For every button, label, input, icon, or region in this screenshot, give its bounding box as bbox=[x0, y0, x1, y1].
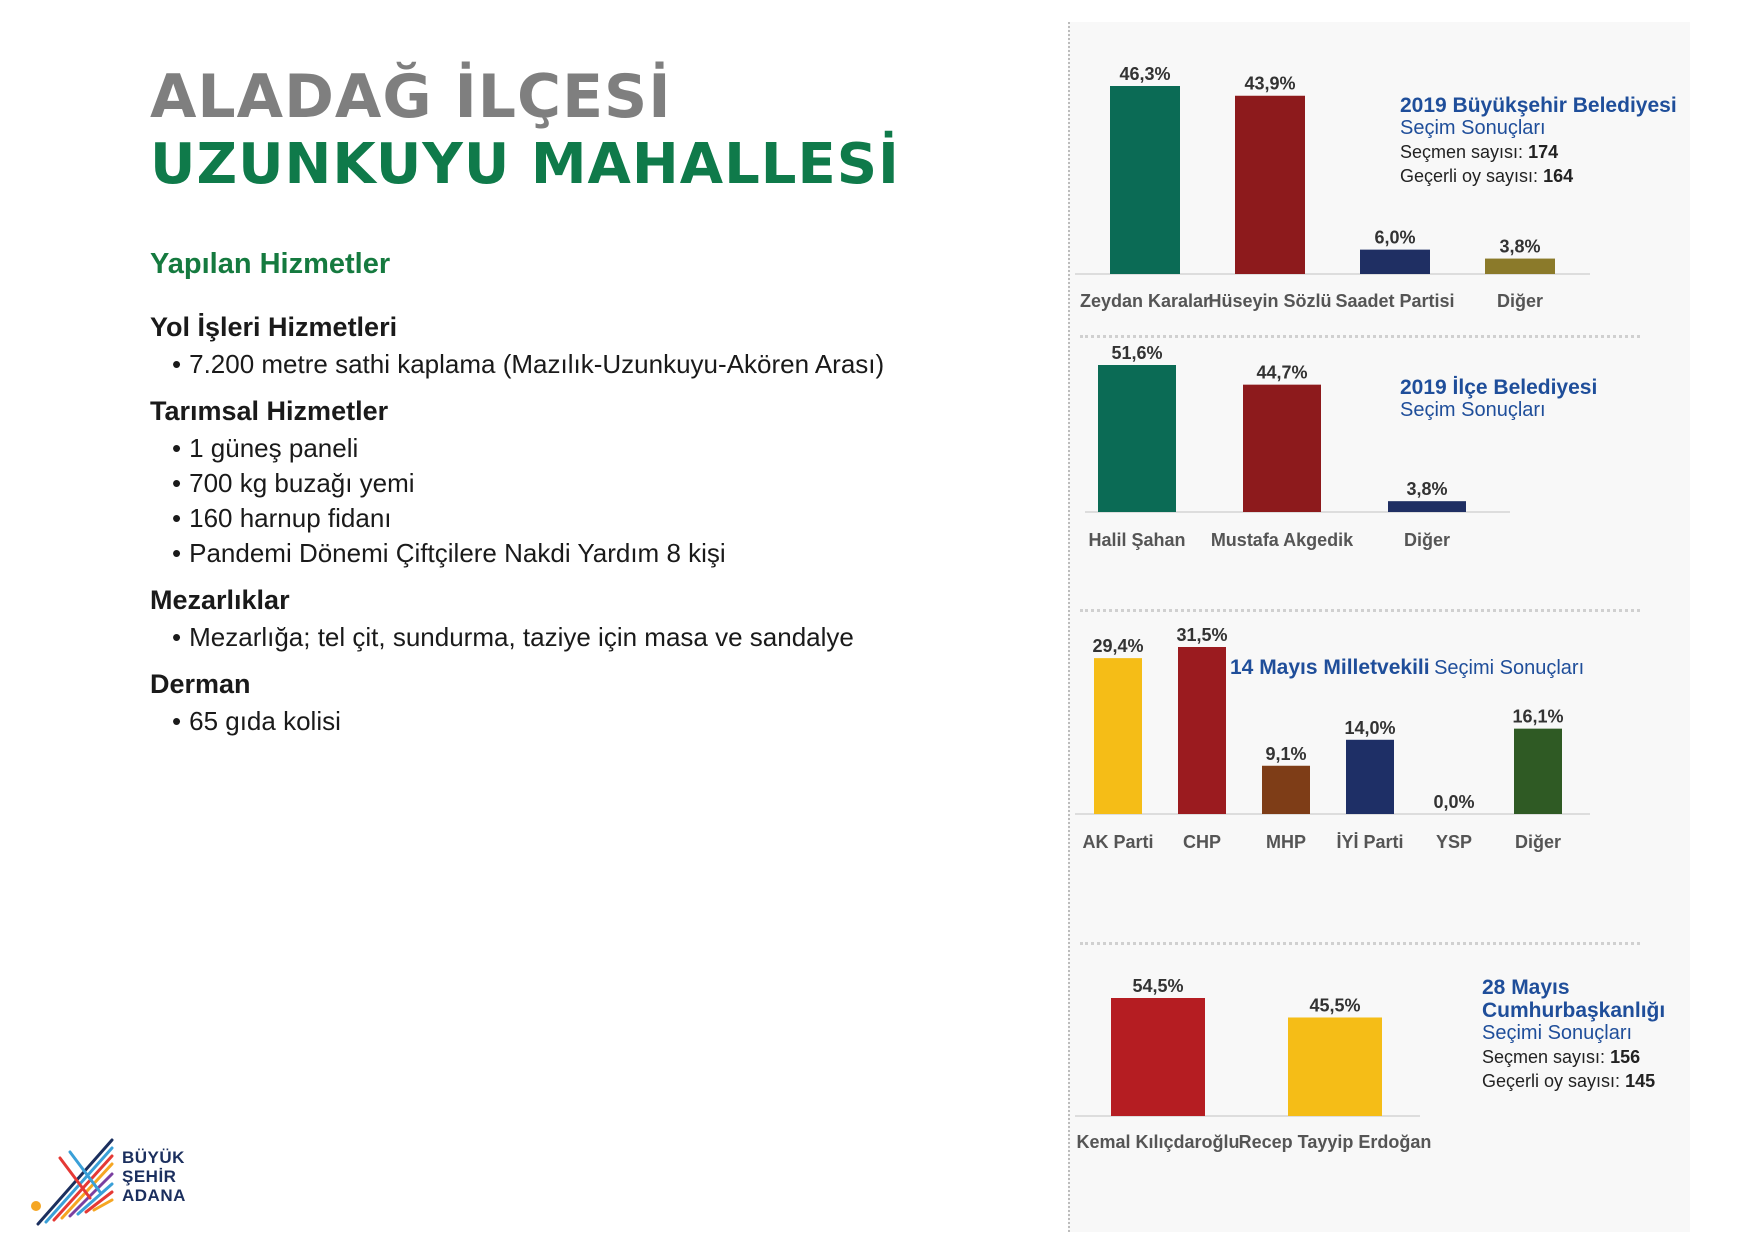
data-label: 51,6% bbox=[1111, 343, 1163, 363]
divider bbox=[1080, 335, 1640, 338]
bar-mustafa-akgedik bbox=[1243, 385, 1321, 512]
service-item: • 700 kg buzağı yemi bbox=[172, 466, 970, 501]
category-label: Kemal Kılıçdaroğlu bbox=[1076, 1132, 1240, 1152]
service-items bbox=[150, 620, 970, 655]
data-label: 6,0% bbox=[1374, 227, 1416, 248]
service-category-title: Yol İşleri Hizmetleri bbox=[150, 312, 398, 342]
category-label: Diğer bbox=[1403, 530, 1451, 550]
category-label: Mustafa Akgedik bbox=[1210, 530, 1354, 550]
service-item: • 1 güneş paneli bbox=[172, 431, 970, 466]
voter-count: Seçmen sayısı: 156 bbox=[1482, 1047, 1641, 1067]
category-label: Zeydan Karalar bbox=[1079, 291, 1211, 311]
voter-count: Seçmen sayısı: 174 bbox=[1400, 142, 1559, 162]
bar-mhp bbox=[1262, 766, 1310, 814]
valid-vote-count: Geçerli oy sayısı: 164 bbox=[1400, 166, 1574, 186]
district-election-chart bbox=[1070, 343, 1690, 618]
service-items bbox=[150, 704, 970, 739]
data-label: 0,0% bbox=[1433, 792, 1475, 812]
metropolitan-election-svg bbox=[1070, 42, 1690, 342]
logo-stripes-icon bbox=[38, 1140, 112, 1224]
parliament-election-chart bbox=[1070, 625, 1690, 952]
category-label: Diğer bbox=[1514, 832, 1562, 852]
bar-recep-tayyip-erdoğan bbox=[1288, 1017, 1382, 1116]
parliament-election-svg bbox=[1070, 625, 1690, 952]
emblem-icon bbox=[31, 1201, 41, 1211]
data-label: 54,5% bbox=[1132, 976, 1184, 996]
data-label: 44,7% bbox=[1256, 362, 1308, 383]
chart-title: 28 Mayıs Cumhurbaşkanlığı bbox=[1482, 976, 1666, 1022]
bar-ak-parti bbox=[1094, 658, 1142, 814]
presidential-election-info bbox=[1482, 976, 1672, 1093]
logo-text: BÜYÜK ŞEHİR ADANA bbox=[122, 1148, 186, 1205]
service-item: • 160 harnup fidanı bbox=[172, 501, 970, 536]
category-label: Recep Tayyip Erdoğan bbox=[1238, 1132, 1432, 1152]
services-list bbox=[150, 312, 970, 753]
presidential-election-chart bbox=[1070, 962, 1690, 1232]
chart-subtitle: Seçim Sonuçları bbox=[1400, 117, 1546, 139]
service-items bbox=[150, 347, 970, 382]
bar-chp bbox=[1178, 647, 1226, 814]
service-category-title: Tarımsal Hizmetler bbox=[150, 396, 389, 426]
metropolitan-election-info bbox=[1400, 94, 1677, 188]
data-label: 3,8% bbox=[1406, 479, 1448, 500]
data-label: 46,3% bbox=[1119, 64, 1171, 84]
data-label: 31,5% bbox=[1176, 625, 1228, 645]
category-label: MHP bbox=[1266, 832, 1306, 852]
chart-title: 2019 Büyükşehir Belediyesi bbox=[1400, 94, 1677, 117]
category-label: İYİ Parti bbox=[1336, 832, 1404, 852]
bar-i-yi-parti bbox=[1346, 740, 1394, 814]
chart-subtitle: Seçimi Sonuçları bbox=[1434, 657, 1585, 679]
metropolitan-election-chart bbox=[1070, 42, 1690, 342]
category-label: YSP bbox=[1435, 832, 1473, 852]
service-item: • 65 gıda kolisi bbox=[172, 704, 970, 739]
service-items bbox=[150, 431, 970, 571]
data-label: 3,8% bbox=[1499, 236, 1541, 257]
chart-title: 2019 İlçe Belediyesi bbox=[1400, 376, 1598, 399]
chart-title: 14 Mayıs Milletvekili bbox=[1230, 656, 1430, 679]
page-title-neighborhood: UZUNKUYU MAHALLESİ bbox=[150, 132, 900, 197]
bar-diğer bbox=[1514, 729, 1562, 814]
category-label: AK Parti bbox=[1082, 832, 1154, 852]
chart-subtitle: Seçim Sonuçları bbox=[1400, 399, 1546, 421]
data-label: 45,5% bbox=[1309, 995, 1361, 1016]
bar-saadet-partisi bbox=[1360, 250, 1430, 274]
bar-kemal-kılıçdaroğlu bbox=[1111, 998, 1205, 1116]
election-results-panel bbox=[1068, 22, 1690, 1232]
data-label: 14,0% bbox=[1344, 717, 1396, 738]
service-item: • Mezarlığa; tel çit, sundurma, taziye için masa ve sandalye bbox=[172, 620, 970, 655]
category-label: CHP bbox=[1182, 832, 1222, 852]
services-heading: Yapılan Hizmetler bbox=[150, 248, 391, 280]
data-label: 43,9% bbox=[1244, 73, 1296, 94]
bar-diğer bbox=[1388, 501, 1466, 512]
data-label: 9,1% bbox=[1265, 743, 1307, 764]
divider bbox=[1080, 942, 1640, 945]
data-label: 29,4% bbox=[1092, 636, 1144, 657]
valid-vote-count: Geçerli oy sayısı: 145 bbox=[1482, 1071, 1656, 1091]
parliament-election-info bbox=[1230, 656, 1584, 680]
bar-hüseyin-sözlü bbox=[1235, 96, 1305, 274]
service-item: • 7.200 metre sathi kaplama (Mazılık-Uzunkuyu-Akören Arası) bbox=[172, 347, 970, 382]
category-label: Diğer bbox=[1496, 291, 1544, 311]
divider bbox=[1080, 609, 1640, 612]
category-label: Halil Şahan bbox=[1088, 530, 1186, 550]
bar-diğer bbox=[1485, 259, 1555, 274]
page-title-district: ALADAĞ İLÇESİ bbox=[150, 62, 672, 132]
service-category-title: Derman bbox=[150, 669, 251, 699]
service-category-title: Mezarlıklar bbox=[150, 585, 290, 615]
district-election-info bbox=[1400, 376, 1597, 422]
bar-halil-şahan bbox=[1098, 365, 1176, 512]
data-label: 16,1% bbox=[1512, 706, 1564, 727]
category-label: Hüseyin Sözlü bbox=[1208, 291, 1332, 311]
bar-zeydan-karalar bbox=[1110, 86, 1180, 274]
chart-subtitle: Seçimi Sonuçları bbox=[1482, 1022, 1633, 1044]
category-label: Saadet Partisi bbox=[1335, 291, 1455, 311]
service-item: • Pandemi Dönemi Çiftçilere Nakdi Yardım 8 kişi bbox=[172, 536, 970, 571]
